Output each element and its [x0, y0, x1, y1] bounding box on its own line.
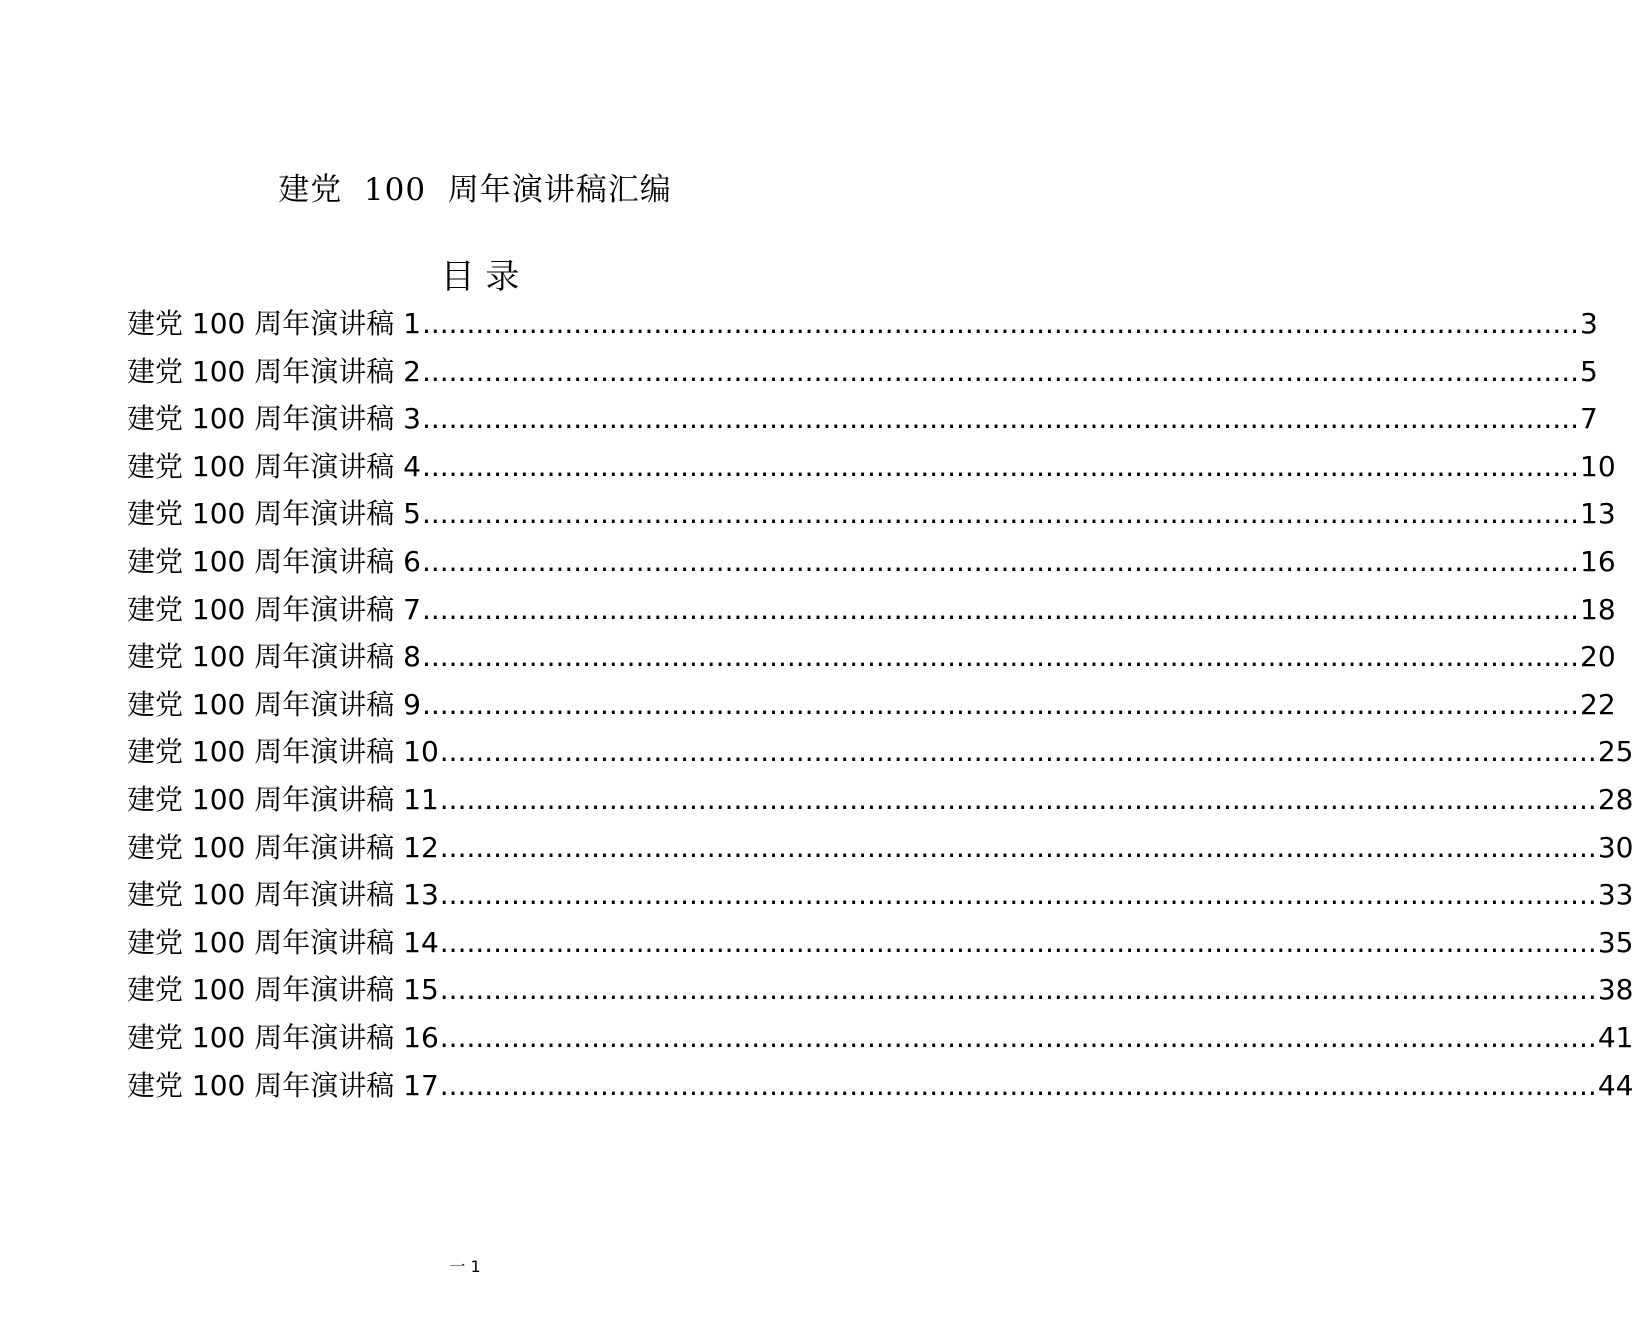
toc-page-number: 16	[1580, 544, 1616, 578]
toc-page-number: 35	[1597, 925, 1633, 959]
toc-page-number: 10	[1580, 449, 1616, 483]
toc-entry-label: 建党 100 周年演讲稿 1	[127, 307, 421, 340]
toc-dot-leader: ..................................................................................................................................	[421, 307, 1580, 340]
toc-entry[interactable]	[127, 490, 1616, 538]
page-number-footer: 一 1	[449, 1257, 481, 1276]
toc-entry-label: 建党 100 周年演讲稿 12	[127, 830, 439, 864]
toc-entry[interactable]	[127, 919, 1633, 967]
toc-entry-label: 建党 100 周年演讲稿 11	[127, 782, 439, 816]
toc-entry[interactable]	[127, 633, 1616, 681]
toc-entry-label: 建党 100 周年演讲稿 9	[127, 687, 421, 721]
toc-page-number: 33	[1597, 878, 1633, 912]
toc-page-number: 18	[1580, 592, 1616, 626]
toc-entry[interactable]	[127, 538, 1616, 586]
toc-entry[interactable]	[127, 1014, 1633, 1062]
toc-entry-label: 建党 100 周年演讲稿 14	[127, 925, 439, 959]
toc-page-number: 30	[1597, 830, 1633, 864]
toc-entry[interactable]	[127, 586, 1616, 634]
toc-entry[interactable]	[127, 776, 1633, 824]
toc-dot-leader: ..................................................................................................................................	[421, 497, 1580, 531]
toc-dot-leader: ..................................................................................................................................	[421, 592, 1580, 626]
toc-dot-leader: ..................................................................................................................................	[421, 640, 1580, 674]
toc-entry-label: 建党 100 周年演讲稿 2	[127, 354, 421, 388]
toc-heading: 目 录	[440, 257, 520, 297]
toc-page-number: 5	[1580, 354, 1598, 388]
toc-dot-leader: ..................................................................................................................................	[439, 830, 1597, 864]
toc-dot-leader: ..................................................................................................................................	[421, 402, 1580, 436]
toc-dot-leader: ..................................................................................................................................	[439, 925, 1597, 959]
toc-entry-label: 建党 100 周年演讲稿 3	[127, 402, 421, 436]
toc-dot-leader: ..................................................................................................................................	[439, 1020, 1597, 1054]
toc-dot-leader: ..................................................................................................................................	[439, 1068, 1597, 1102]
toc-dot-leader: ..................................................................................................................................	[439, 878, 1597, 912]
toc-entry[interactable]	[127, 681, 1616, 729]
toc-entry[interactable]	[127, 966, 1633, 1014]
document-title: 建党 100 周年演讲稿汇编	[278, 172, 672, 208]
toc-page-number: 22	[1580, 687, 1616, 721]
toc-entry[interactable]	[127, 1062, 1633, 1110]
toc-entry-label: 建党 100 周年演讲稿 6	[127, 544, 421, 578]
toc-page-number: 25	[1597, 735, 1633, 769]
toc-page-number: 7	[1580, 402, 1598, 436]
toc-dot-leader: ..................................................................................................................................	[439, 735, 1597, 769]
toc-entry[interactable]	[127, 728, 1633, 776]
table-of-contents	[127, 300, 1633, 1109]
toc-dot-leader: ..................................................................................................................................	[421, 354, 1580, 388]
toc-dot-leader: ..................................................................................................................................	[421, 544, 1580, 578]
toc-page-number: 28	[1597, 782, 1633, 816]
toc-dot-leader: ..................................................................................................................................	[439, 782, 1597, 816]
toc-page-number: 38	[1597, 973, 1633, 1007]
toc-page-number: 20	[1580, 640, 1616, 674]
toc-entry-label: 建党 100 周年演讲稿 13	[127, 878, 439, 912]
toc-dot-leader: ..................................................................................................................................	[439, 973, 1597, 1007]
toc-entry-label: 建党 100 周年演讲稿 15	[127, 973, 439, 1007]
toc-page-number: 41	[1597, 1020, 1633, 1054]
toc-entry[interactable]	[127, 443, 1616, 491]
toc-entry[interactable]	[127, 300, 1598, 348]
toc-page-number: 44	[1597, 1068, 1633, 1102]
toc-dot-leader: ..................................................................................................................................	[421, 687, 1580, 721]
toc-entry[interactable]	[127, 824, 1633, 872]
toc-entry[interactable]	[127, 871, 1633, 919]
toc-entry-label: 建党 100 周年演讲稿 5	[127, 497, 421, 531]
toc-entry-label: 建党 100 周年演讲稿 7	[127, 592, 421, 626]
toc-entry-label: 建党 100 周年演讲稿 10	[127, 735, 439, 769]
toc-dot-leader: ..................................................................................................................................	[421, 449, 1580, 483]
toc-entry-label: 建党 100 周年演讲稿 4	[127, 449, 421, 483]
toc-entry-label: 建党 100 周年演讲稿 17	[127, 1068, 439, 1102]
toc-entry-label: 建党 100 周年演讲稿 16	[127, 1020, 439, 1054]
toc-entry-label: 建党 100 周年演讲稿 8	[127, 640, 421, 674]
toc-entry[interactable]	[127, 395, 1598, 443]
toc-page-number: 13	[1580, 497, 1616, 531]
toc-entry[interactable]	[127, 348, 1598, 396]
toc-page-number: 3	[1580, 307, 1598, 340]
